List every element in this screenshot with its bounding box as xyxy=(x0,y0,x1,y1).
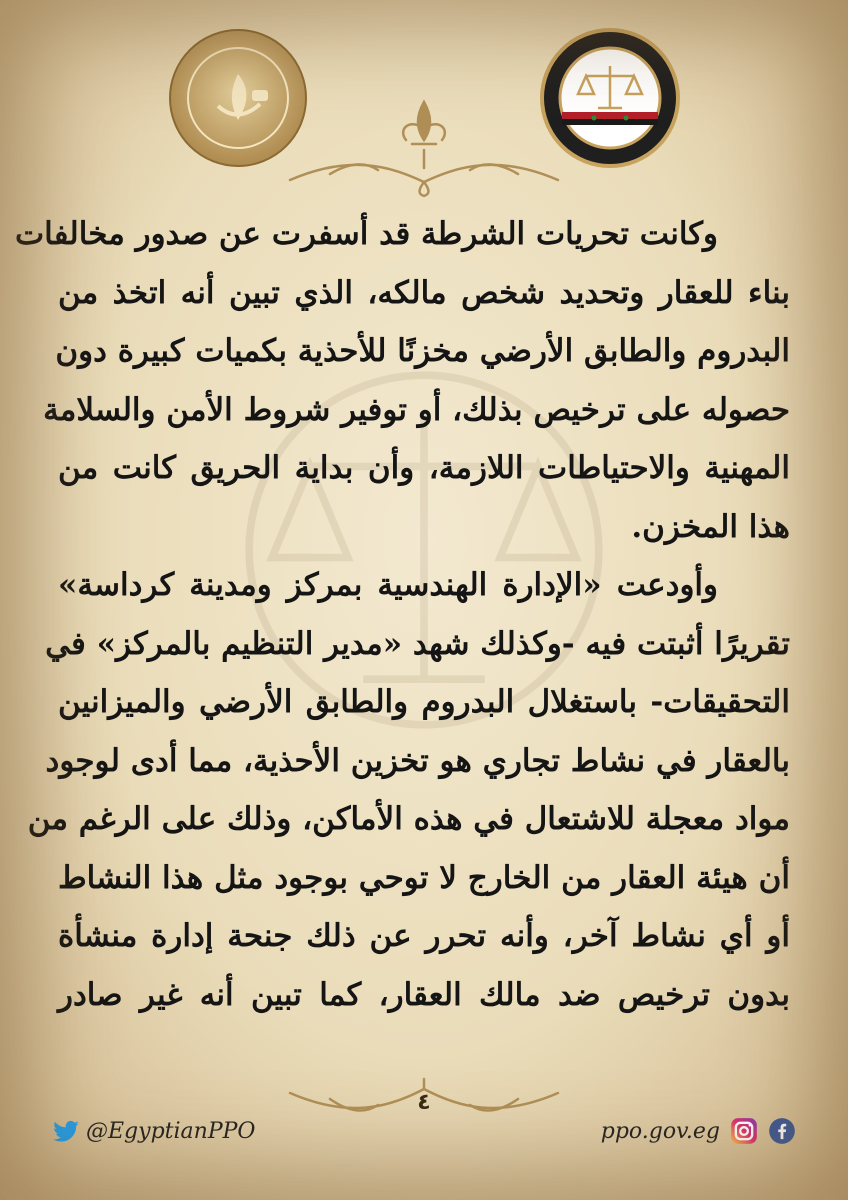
article-body xyxy=(15,205,790,1024)
body-line-4: حصوله على ترخيص بذلك، أو توفير شروط الأمن والسلامة xyxy=(43,391,790,428)
facebook-icon[interactable] xyxy=(768,1117,796,1145)
body-line-13: أو أي نشاط آخر، وأنه تحرر عن ذلك جنحة إدارة منشأة xyxy=(58,918,790,954)
body-line-7: وأودعت «الإدارة الهندسية بمركز ومدينة كرداسة» xyxy=(58,567,718,603)
top-fleur-de-lis-ornament-icon xyxy=(270,88,578,198)
footer-links xyxy=(601,1117,796,1145)
body-line-2: بناء للعقار وتحديد شخص مالكه، الذي تبين أنه اتخذ من xyxy=(58,274,790,311)
body-line-10: بالعقار في نشاط تجاري هو تخزين الأحذية، مما أدى لوجود xyxy=(45,742,790,779)
body-line-3: البدروم والطابق الأرضي مخزنًا للأحذية بكميات كبيرة دون xyxy=(55,333,790,369)
body-line-11: مواد معجلة للاشتعال في هذه الأماكن، وذلك على الرغم من xyxy=(27,801,790,837)
body-line-9: التحقيقات- باستغلال البدروم والطابق الأرضي والميزانين xyxy=(58,684,790,720)
body-line-1: وكانت تحريات الشرطة قد أسفرت عن صدور مخالفات xyxy=(15,216,718,252)
twitter-handle: @EgyptianPPO xyxy=(86,1118,256,1144)
body-line-5: المهنية والاحتياطات اللازمة، وأن بداية الحريق كانت من xyxy=(58,450,790,486)
instagram-icon[interactable] xyxy=(730,1117,758,1145)
body-line-14: بدون ترخيص ضد مالك العقار، كما تبين أنه غير صادر xyxy=(58,976,790,1013)
twitter-icon xyxy=(52,1117,80,1145)
body-line-6: هذا المخزن. xyxy=(631,508,790,545)
body-line-8: تقريرًا أثبتت فيه -وكذلك شهد «مدير التنظيم بالمركز» في xyxy=(45,625,790,662)
page-number: ٤ xyxy=(417,1090,431,1115)
body-line-12: أن هيئة العقار من الخارج لا توحي بوجود مثل هذا النشاط xyxy=(58,859,790,896)
website-link[interactable]: ppo.gov.eg xyxy=(600,1118,720,1144)
twitter-link[interactable] xyxy=(52,1117,255,1145)
